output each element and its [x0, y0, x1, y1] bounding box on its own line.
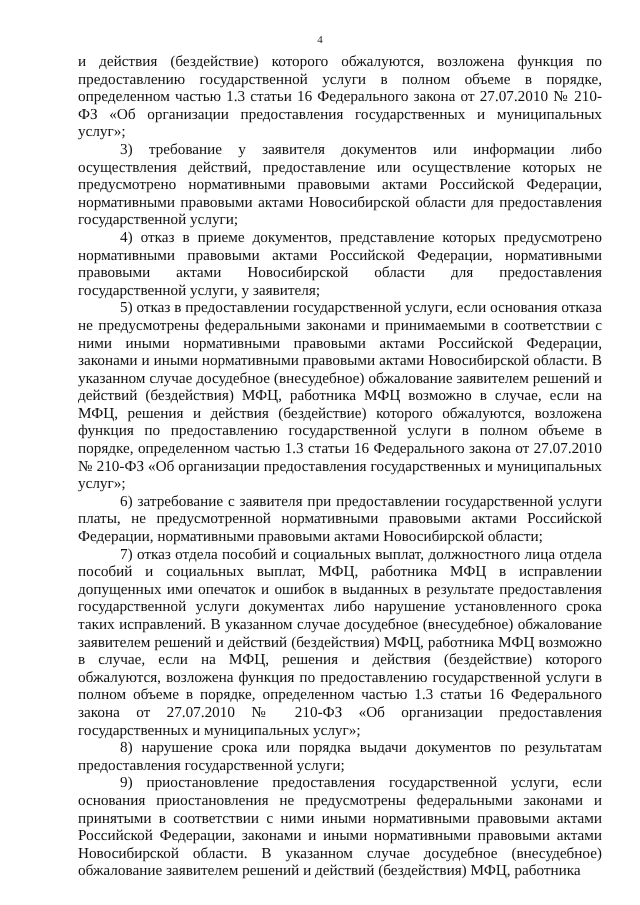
page-number: 4: [317, 34, 323, 46]
paragraph-continuation: и действия (бездействие) которого обжалуются, возложена функция по предоставлению государственной услуги в полном объеме в порядке, определенном частью 1.3 статьи 16 Федерального закона от 27.07.2010 № 210-ФЗ «Об организации предоставления государственных и муниципальных услуг»;: [78, 53, 602, 141]
document-body: [78, 53, 602, 880]
paragraph-item-6: 6) затребование с заявителя при предоставлении государственной услуги платы, не предусмотренной нормативными правовыми актами Российской Федерации, нормативными правовыми актами Новосибирской области;: [78, 492, 602, 546]
paragraph-item-5: 5) отказ в предоставлении государственной услуги, если основания отказа не предусмотрены федеральными законами и принимаемыми в соответствии с ними иными нормативными правовыми актами Российской Федерации, законами и иными нормативными правовыми актами Новосибирской области. В указанном случае досудебное (внесудебное) обжалование заявителем решений и действий (бездействия) МФЦ, работника МФЦ возможно в случае, если на МФЦ, решения и действия (бездействие) которого обжалуются, возложена функция по предоставлению государственной услуги в полном объеме в порядке, определенном частью 1.3 статьи 16 Федерального закона от 27.07.2010 № 210-ФЗ «Об организации предоставления государственных и муниципальных услуг»;: [78, 299, 602, 493]
paragraph-item-8: 8) нарушение срока или порядка выдачи документов по результатам предоставления государственной услуги;: [78, 739, 602, 774]
paragraph-item-9: 9) приостановление предоставления государственной услуги, если основания приостановления не предусмотрены федеральными законами и принятыми в соответствии с ними иными нормативными правовыми актами Российской Федерации, законами и иными нормативными правовыми актами Новосибирской области. В указанном случае досудебное (внесудебное) обжалование заявителем решений и действий (бездействия) МФЦ, работника: [78, 774, 602, 880]
paragraph-item-4: 4) отказ в приеме документов, представление которых предусмотрено нормативными правовыми актами Российской Федерации, нормативными правовыми актами Новосибирской области для предоставления государственной услуги, у заявителя;: [78, 228, 602, 299]
paragraph-item-7: 7) отказ отдела пособий и социальных выплат, должностного лица отдела пособий и социальных выплат, МФЦ, работника МФЦ в исправлении допущенных ими опечаток и ошибок в выданных в результате предоставления государственной услуги документах либо нарушение установленного срока таких исправлений. В указанном случае досудебное (внесудебное) обжалование заявителем решений и действий (бездействия) МФЦ, работника МФЦ возможно в случае, если на МФЦ, решения и действия (бездействие) которого обжалуются, возложена функция по предоставлению государственной услуги в полном объеме в порядке, определенном частью 1.3 статьи 16 Федерального закона от 27.07.2010 № 210-ФЗ «Об организации предоставления государственных и муниципальных услуг»;: [78, 545, 602, 739]
paragraph-item-3: 3) требование у заявителя документов или информации либо осуществления действий, предоставление или осуществление которых не предусмотрено нормативными правовыми актами Российской Федерации, нормативными правовыми актами Новосибирской области для предоставления государственной услуги;: [78, 140, 602, 229]
